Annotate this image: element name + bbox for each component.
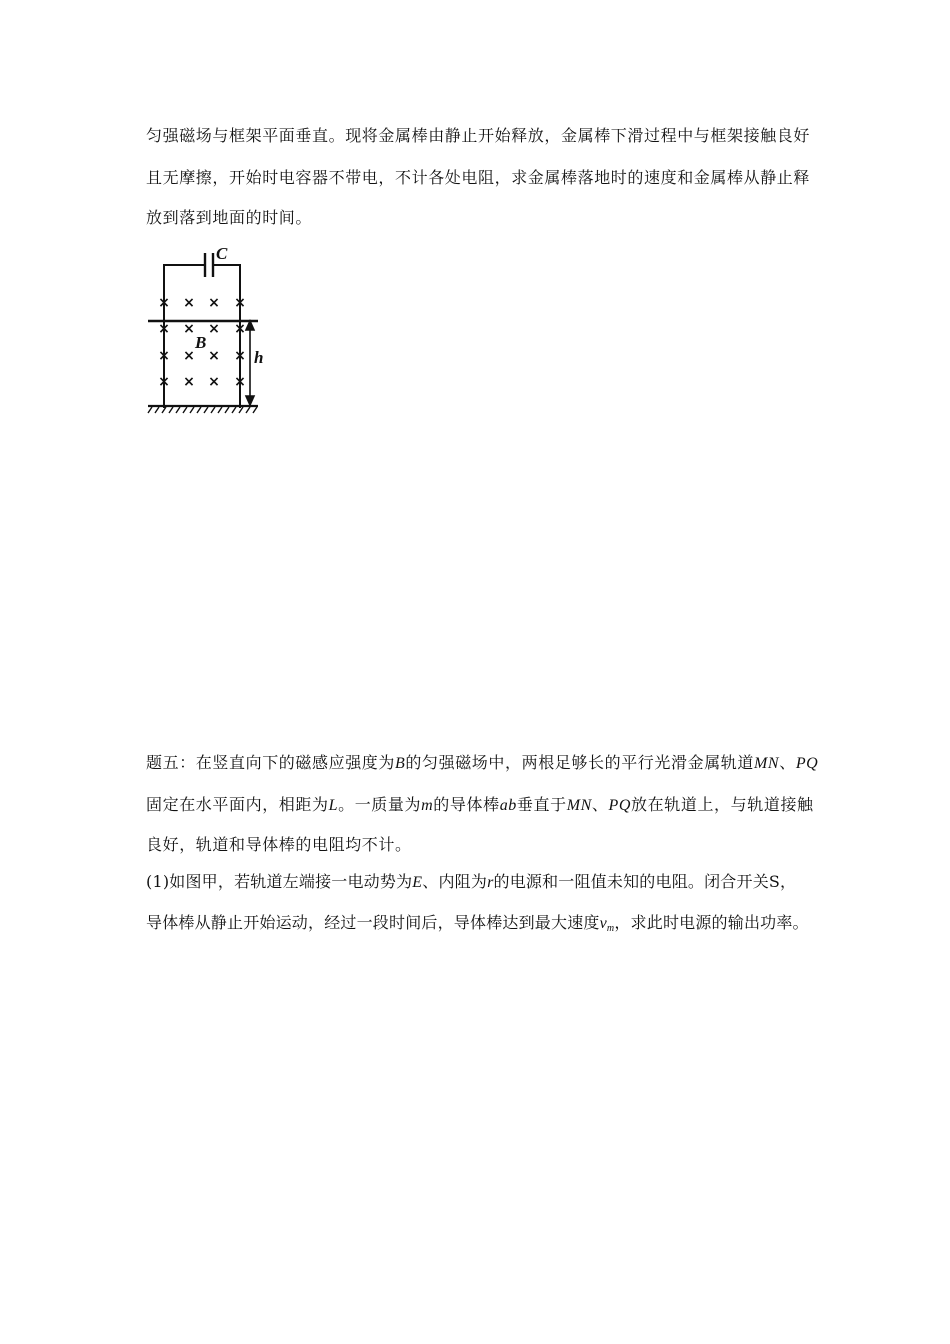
field-cross: × xyxy=(208,374,220,390)
field-cross: × xyxy=(158,374,170,390)
problem5-question-1-line-1: (1)如图甲，若轨道左端接一电动势为E、内阻为r的电源和一阻值未知的电阻。闭合开关S， xyxy=(146,872,797,891)
field-cross: × xyxy=(183,321,195,337)
field-cross: × xyxy=(183,295,195,311)
problem4-text-line-1: 匀强磁场与框架平面垂直。现将金属棒由静止开始释放，金属棒下滑过程中与框架接触良好 xyxy=(146,126,811,145)
field-cross: × xyxy=(208,348,220,364)
field-cross: × xyxy=(208,321,220,337)
field-cross: × xyxy=(234,374,246,390)
field-cross: × xyxy=(158,295,170,311)
problem5-text-line-1: 题五：在竖直向下的磁感应强度为B的匀强磁场中，两根足够长的平行光滑金属轨道MN、PQ xyxy=(146,753,819,772)
field-cross: × xyxy=(234,348,246,364)
height-label: h xyxy=(254,348,264,367)
field-cross: × xyxy=(158,348,170,364)
height-arrow xyxy=(246,321,254,405)
field-cross: × xyxy=(208,295,220,311)
field-cross: × xyxy=(234,295,246,311)
problem5-text-line-3: 良好，轨道和导体棒的电阻均不计。 xyxy=(146,835,412,854)
field-cross: × xyxy=(234,321,246,337)
field-cross: × xyxy=(183,348,195,364)
problem4-text-line-2: 且无摩擦，开始时电容器不带电，不计各处电阻，求金属棒落地时的速度和金属棒从静止释 xyxy=(146,168,811,187)
capacitor-label: C xyxy=(216,244,228,263)
capacitor-frame-figure xyxy=(140,240,270,415)
problem5-text-line-2: 固定在水平面内，相距为L。一质量为m的导体棒ab垂直于MN、PQ放在轨道上，与轨道接触 xyxy=(146,795,814,814)
problem4-text-line-3: 放到落到地面的时间。 xyxy=(146,208,313,227)
field-cross: × xyxy=(183,374,195,390)
field-label: B xyxy=(195,333,207,352)
problem5-question-1-line-2: 导体棒从静止开始运动，经过一段时间后，导体棒达到最大速度$v_m$，求此时电源的输出功率。 xyxy=(146,913,809,934)
field-cross: × xyxy=(158,321,170,337)
